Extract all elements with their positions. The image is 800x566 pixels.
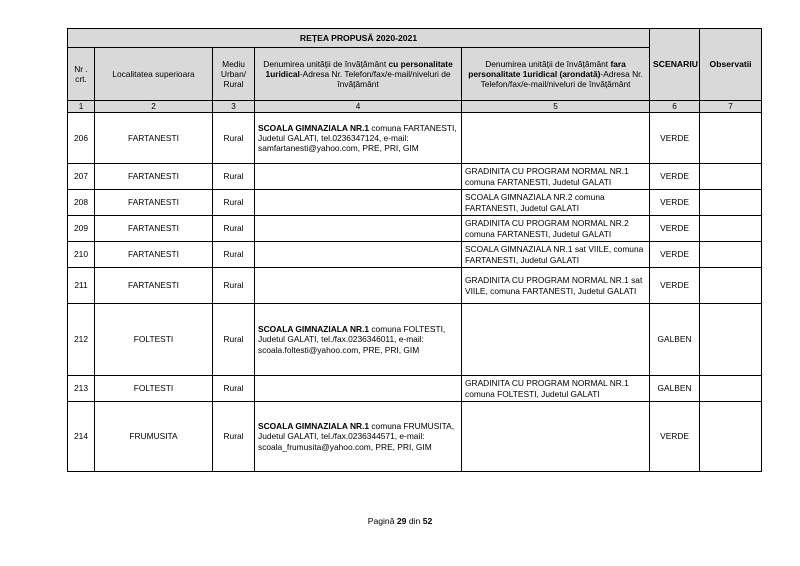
col-number: 1: [68, 101, 95, 113]
header-cu-personalitate: [255, 48, 462, 101]
cell-localitate: FARTANESTI: [95, 113, 213, 164]
cell-mediu: Rural: [213, 113, 255, 164]
header-fara-personalitate: [462, 48, 650, 101]
cell-localitate: FOLTESTI: [95, 304, 213, 376]
cell-cu-personalitate: [255, 304, 462, 376]
cell-mediu: Rural: [213, 190, 255, 216]
cell-scenariu: VERDE: [650, 242, 700, 268]
cell-mediu: Rural: [213, 216, 255, 242]
cell-nr-crt: 211: [68, 268, 95, 304]
col-number: 7: [700, 101, 762, 113]
cell-observatii: [700, 376, 762, 402]
table-row: [68, 190, 762, 216]
cell-mediu: Rural: [213, 402, 255, 472]
page-footer: [0, 516, 800, 526]
cell-nr-crt: 209: [68, 216, 95, 242]
table-row: [68, 376, 762, 402]
school-name: SCOALA GIMNAZIALA NR.1: [258, 421, 370, 432]
cell-nr-crt: 212: [68, 304, 95, 376]
cell-fara-personalitate: SCOALA GIMNAZIALA NR.2 comuna FARTANESTI, Judetul GALATI: [462, 190, 650, 216]
school-name: SCOALA GIMNAZIALA NR.1: [258, 122, 370, 133]
cell-scenariu: VERDE: [650, 402, 700, 472]
col-number: 3: [213, 101, 255, 113]
table-row: [68, 242, 762, 268]
header-fara-post: -Adresa Nr. Telefon/fax/e-mail/niveluri de învățământ: [480, 68, 643, 90]
school-details: comuna FARTANESTI, Judetul GALATI, tel.0236347124, e-mail: samfartanesti@yahoo.com, PRE, PRI, GIM: [258, 122, 457, 154]
col-number: 5: [462, 101, 650, 113]
cell-localitate: FARTANESTI: [95, 216, 213, 242]
cell-fara-personalitate: GRADINITA CU PROGRAM NORMAL NR.1 comuna FOLTESTI, Judetul GALATI: [462, 376, 650, 402]
cell-localitate: FARTANESTI: [95, 190, 213, 216]
cell-mediu: Rural: [213, 376, 255, 402]
cell-localitate: FOLTESTI: [95, 376, 213, 402]
header-observatii: Observatii: [700, 29, 762, 101]
cell-observatii: [700, 402, 762, 472]
header-mediu: Mediu Urban/ Rural: [213, 48, 255, 101]
cell-fara-personalitate: GRADINITA CU PROGRAM NORMAL NR.2 comuna FARTANESTI, Judetul GALATI: [462, 216, 650, 242]
table-row: [68, 402, 762, 472]
header-cu-pre: Denumirea unității de învățământ: [263, 58, 389, 69]
cell-observatii: [700, 242, 762, 268]
cell-mediu: Rural: [213, 164, 255, 190]
cell-cu-personalitate: [255, 268, 462, 304]
cell-scenariu: VERDE: [650, 113, 700, 164]
school-details: comuna FOLTESTI, Judetul GALATI, tel./fax.0236346011, e-mail: scoala.foltesti@yahoo.com, PRE, PRI, GIM: [258, 324, 446, 355]
table-row: [68, 304, 762, 376]
school-name: SCOALA GIMNAZIALA NR.1: [258, 324, 370, 335]
footer-page-number: 29: [396, 516, 407, 526]
cell-observatii: [700, 268, 762, 304]
cell-fara-personalitate: GRADINITA CU PROGRAM NORMAL NR.1 comuna FARTANESTI, Judetul GALATI: [462, 164, 650, 190]
school-network-table: [67, 28, 762, 472]
table-row: [68, 216, 762, 242]
header-scenariu: SCENARIU: [650, 29, 700, 101]
cell-nr-crt: 213: [68, 376, 95, 402]
footer-middle: din: [406, 516, 423, 526]
header-cu-bold: cu personalitate 1uridical: [265, 58, 453, 79]
cell-observatii: [700, 113, 762, 164]
cell-scenariu: VERDE: [650, 164, 700, 190]
cell-observatii: [700, 190, 762, 216]
table-body: [68, 113, 762, 472]
cell-fara-personalitate: [462, 304, 650, 376]
cell-nr-crt: 208: [68, 190, 95, 216]
cell-cu-personalitate: [255, 242, 462, 268]
footer-page-total: 52: [422, 516, 433, 526]
col-number: 2: [95, 101, 213, 113]
cell-cu-personalitate: [255, 113, 462, 164]
table-row: [68, 268, 762, 304]
cell-cu-personalitate: [255, 190, 462, 216]
cell-scenariu: VERDE: [650, 190, 700, 216]
cell-cu-personalitate: [255, 216, 462, 242]
cell-scenariu: GALBEN: [650, 304, 700, 376]
cell-mediu: Rural: [213, 242, 255, 268]
table-row: [68, 113, 762, 164]
cell-fara-personalitate: SCOALA GIMNAZIALA NR.1 sat VIILE, comuna FARTANESTI, Judetul GALATI: [462, 242, 650, 268]
cell-mediu: Rural: [213, 304, 255, 376]
footer-prefix: Pagină: [367, 516, 397, 526]
cell-nr-crt: 206: [68, 113, 95, 164]
header-fara-pre: Denumirea unității de învățământ: [485, 58, 611, 69]
col-number: 4: [255, 101, 462, 113]
cell-localitate: FARTANESTI: [95, 268, 213, 304]
cell-observatii: [700, 216, 762, 242]
cell-cu-personalitate: [255, 376, 462, 402]
cell-cu-personalitate: [255, 164, 462, 190]
header-nr-crt: Nr . crt.: [68, 48, 95, 101]
cell-observatii: [700, 304, 762, 376]
school-details: comuna FRUMUSITA, Judetul GALATI, tel./fax.0236344571, e-mail: scoala_frumusita@yahoo.com, PRE, PRI, GIM: [258, 421, 455, 452]
header-localitate: Localitatea superioara: [95, 48, 213, 101]
header-cu-post: -Adresa Nr. Telefon/fax/e-mail/niveluri de învățământ: [299, 68, 451, 90]
cell-localitate: FARTANESTI: [95, 242, 213, 268]
cell-nr-crt: 207: [68, 164, 95, 190]
cell-scenariu: VERDE: [650, 216, 700, 242]
cell-cu-personalitate: [255, 402, 462, 472]
table-row: [68, 164, 762, 190]
cell-observatii: [700, 164, 762, 190]
cell-localitate: FARTANESTI: [95, 164, 213, 190]
cell-mediu: Rural: [213, 268, 255, 304]
cell-localitate: FRUMUSITA: [95, 402, 213, 472]
table-title: REȚEA PROPUSĂ 2020-2021: [68, 29, 650, 48]
cell-nr-crt: 210: [68, 242, 95, 268]
cell-fara-personalitate: [462, 113, 650, 164]
header-fara-bold: fara personalitate 1uridical (arondată): [468, 58, 626, 79]
cell-scenariu: VERDE: [650, 268, 700, 304]
cell-fara-personalitate: GRADINITA CU PROGRAM NORMAL NR.1 sat VIILE, comuna FARTANESTI, Judetul GALATI: [462, 268, 650, 304]
cell-fara-personalitate: [462, 402, 650, 472]
cell-nr-crt: 214: [68, 402, 95, 472]
col-number: 6: [650, 101, 700, 113]
cell-scenariu: GALBEN: [650, 376, 700, 402]
